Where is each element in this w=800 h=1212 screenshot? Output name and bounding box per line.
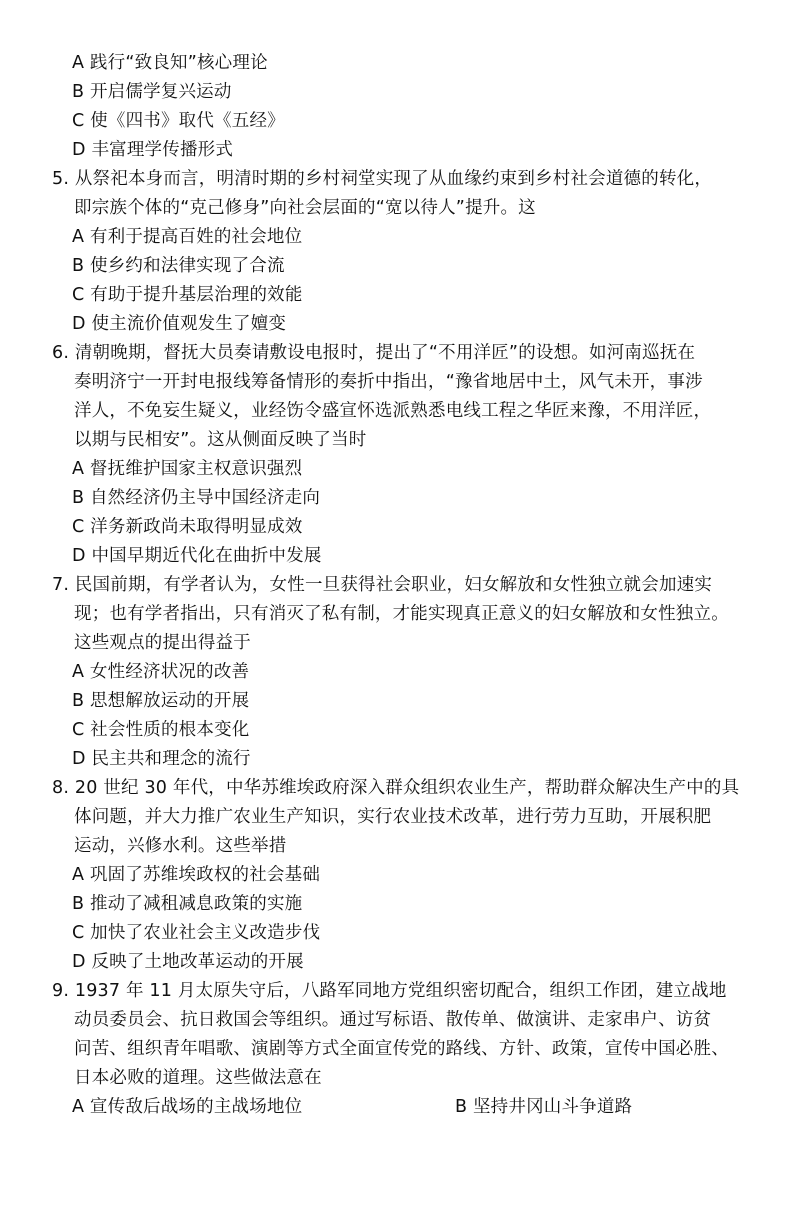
q8-option-b: B 推动了减租减息政策的实施 — [72, 894, 303, 914]
q8-option-a: A 巩固了苏维埃政权的社会基础 — [72, 865, 321, 885]
q6-option-a: A 督抚维护国家主权意识强烈 — [72, 459, 303, 479]
q8-stem-line: 体问题，并大力推广农业生产知识，实行农业技术改革，进行劳力互助，开展积肥 — [74, 807, 712, 827]
q6-stem-line: 奏明济宁一开封电报线筹备情形的奏折中指出，“豫省地居中土，风气未开，事涉 — [74, 372, 703, 392]
q7-option-b: B 思想解放运动的开展 — [72, 691, 250, 711]
q6-option-c: C 洋务新政尚未取得明显成效 — [72, 517, 303, 537]
q4-option-a: A 践行“致良知”核心理论 — [72, 53, 268, 73]
q5-option-d: D 使主流价值观发生了嬗变 — [72, 314, 287, 334]
q9-stem-line: 9. 1937 年 11 月太原失守后，八路军同地方党组织密切配合，组织工作团，建立战地 — [52, 981, 727, 1001]
q6-stem-line: 6. 清朝晚期，督抚大员奏请敷设电报时，提出了“不用洋匠”的设想。如河南巡抚在 — [52, 343, 696, 363]
q4-option-b: B 开启儒学复兴运动 — [72, 82, 232, 102]
q9-stem-line: 动员委员会、抗日救国会等组织。通过写标语、散传单、做演讲、走家串户、访贫 — [74, 1010, 712, 1030]
q7-option-c: C 社会性质的根本变化 — [72, 720, 250, 740]
q4-option-c: C 使《四书》取代《五经》 — [72, 111, 285, 131]
q5-option-a: A 有利于提高百姓的社会地位 — [72, 227, 303, 247]
q9-stem-line: 问苦、组织青年唱歌、演剧等方式全面宣传党的路线、方针、政策，宣传中国必胜、 — [74, 1039, 729, 1059]
q5-option-c: C 有助于提升基层治理的效能 — [72, 285, 303, 305]
q8-option-c: C 加快了农业社会主义改造步伐 — [72, 923, 321, 943]
q7-stem-line: 这些观点的提出得益于 — [74, 633, 251, 653]
q8-stem-line: 运动，兴修水利。这些举措 — [74, 836, 287, 856]
q9-option-a: A 宣传敌后战场的主战场地位 — [72, 1097, 303, 1117]
q7-stem-line: 现；也有学者指出，只有消灭了私有制，才能实现真正意义的妇女解放和女性独立。 — [74, 604, 729, 624]
q6-stem-line: 洋人，不免妄生疑义，业经饬令盛宣怀选派熟悉电线工程之华匠来豫，不用洋匠， — [74, 401, 712, 421]
q7-stem-line: 7. 民国前期，有学者认为，女性一旦获得社会职业，妇女解放和女性独立就会加速实 — [52, 575, 713, 595]
q8-stem-line: 8. 20 世纪 30 年代，中华苏维埃政府深入群众组织农业生产，帮助群众解决生产中的具 — [52, 778, 740, 798]
q6-option-b: B 自然经济仍主导中国经济走向 — [72, 488, 321, 508]
q6-stem-line: 以期与民相安”。这从侧面反映了当时 — [74, 430, 367, 450]
q6-option-d: D 中国早期近代化在曲折中发展 — [72, 546, 322, 566]
q9-stem-line: 日本必败的道理。这些做法意在 — [74, 1068, 322, 1088]
q9-option-b: B 坚持井冈山斗争道路 — [455, 1097, 633, 1117]
q7-option-a: A 女性经济状况的改善 — [72, 662, 250, 682]
q5-option-b: B 使乡约和法律实现了合流 — [72, 256, 285, 276]
q8-option-d: D 反映了土地改革运动的开展 — [72, 952, 304, 972]
q5-stem-line: 即宗族个体的“克己修身”向社会层面的“宽以待人”提升。这 — [74, 198, 536, 218]
q4-option-d: D 丰富理学传播形式 — [72, 140, 234, 160]
q5-stem-line: 5. 从祭祀本身而言，明清时期的乡村祠堂实现了从血缘约束到乡村社会道德的转化， — [52, 169, 713, 189]
q7-option-d: D 民主共和理念的流行 — [72, 749, 251, 769]
